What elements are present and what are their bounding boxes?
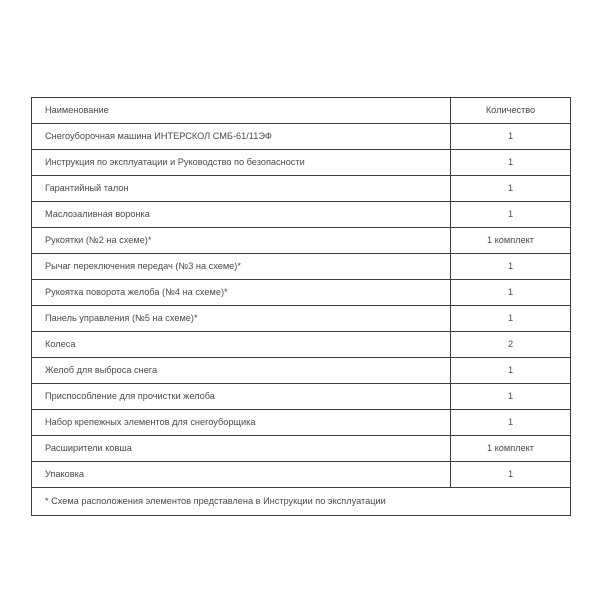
row-item-quantity: 1 (451, 176, 571, 202)
row-item-name: Рукоятка поворота желоба (№4 на схеме)* (32, 280, 451, 306)
row-item-name: Упаковка (32, 462, 451, 488)
row-item-quantity: 2 (451, 332, 571, 358)
row-item-name: Набор крепежных элементов для снегоуборщика (32, 410, 451, 436)
table-row (32, 332, 571, 358)
row-item-quantity: 1 комплект (451, 436, 571, 462)
row-item-quantity: 1 (451, 410, 571, 436)
row-item-name: Инструкция по эксплуатации и Руководство по безопасности (32, 150, 451, 176)
table-row (32, 176, 571, 202)
row-item-name: Расширители ковша (32, 436, 451, 462)
row-item-name: Снегоуборочная машина ИНТЕРСКОЛ СМБ-61/11ЭФ (32, 124, 451, 150)
table-row (32, 436, 571, 462)
row-item-name: Желоб для выброса снега (32, 358, 451, 384)
table-footnote: * Схема расположения элементов представлена в Инструкции по эксплуатации (32, 488, 571, 516)
row-item-quantity: 1 (451, 280, 571, 306)
table-row (32, 410, 571, 436)
table-row (32, 462, 571, 488)
row-item-quantity: 1 (451, 306, 571, 332)
table-row (32, 306, 571, 332)
table-header-row (32, 98, 571, 124)
row-item-name: Гарантийный талон (32, 176, 451, 202)
column-header-name: Наименование (32, 98, 451, 124)
row-item-name: Колеса (32, 332, 451, 358)
row-item-name: Рычаг переключения передач (№3 на схеме)* (32, 254, 451, 280)
column-header-quantity: Количество (451, 98, 571, 124)
row-item-quantity: 1 (451, 384, 571, 410)
row-item-quantity: 1 комплект (451, 228, 571, 254)
table-row (32, 358, 571, 384)
row-item-name: Рукоятки (№2 на схеме)* (32, 228, 451, 254)
row-item-name: Приспособление для прочистки желоба (32, 384, 451, 410)
row-item-quantity: 1 (451, 462, 571, 488)
row-item-quantity: 1 (451, 124, 571, 150)
table-row (32, 150, 571, 176)
row-item-name: Маслозаливная воронка (32, 202, 451, 228)
row-item-quantity: 1 (451, 254, 571, 280)
table-row (32, 254, 571, 280)
table-footnote-row (32, 488, 571, 516)
table-row (32, 228, 571, 254)
row-item-quantity: 1 (451, 358, 571, 384)
table-row (32, 280, 571, 306)
table-header (32, 98, 571, 124)
table-row (32, 202, 571, 228)
table-body (32, 124, 571, 516)
kit-contents-table (31, 97, 571, 516)
kit-contents-table-container (31, 97, 570, 516)
row-item-name: Панель управления (№5 на схеме)* (32, 306, 451, 332)
table-row (32, 124, 571, 150)
row-item-quantity: 1 (451, 150, 571, 176)
table-row (32, 384, 571, 410)
row-item-quantity: 1 (451, 202, 571, 228)
